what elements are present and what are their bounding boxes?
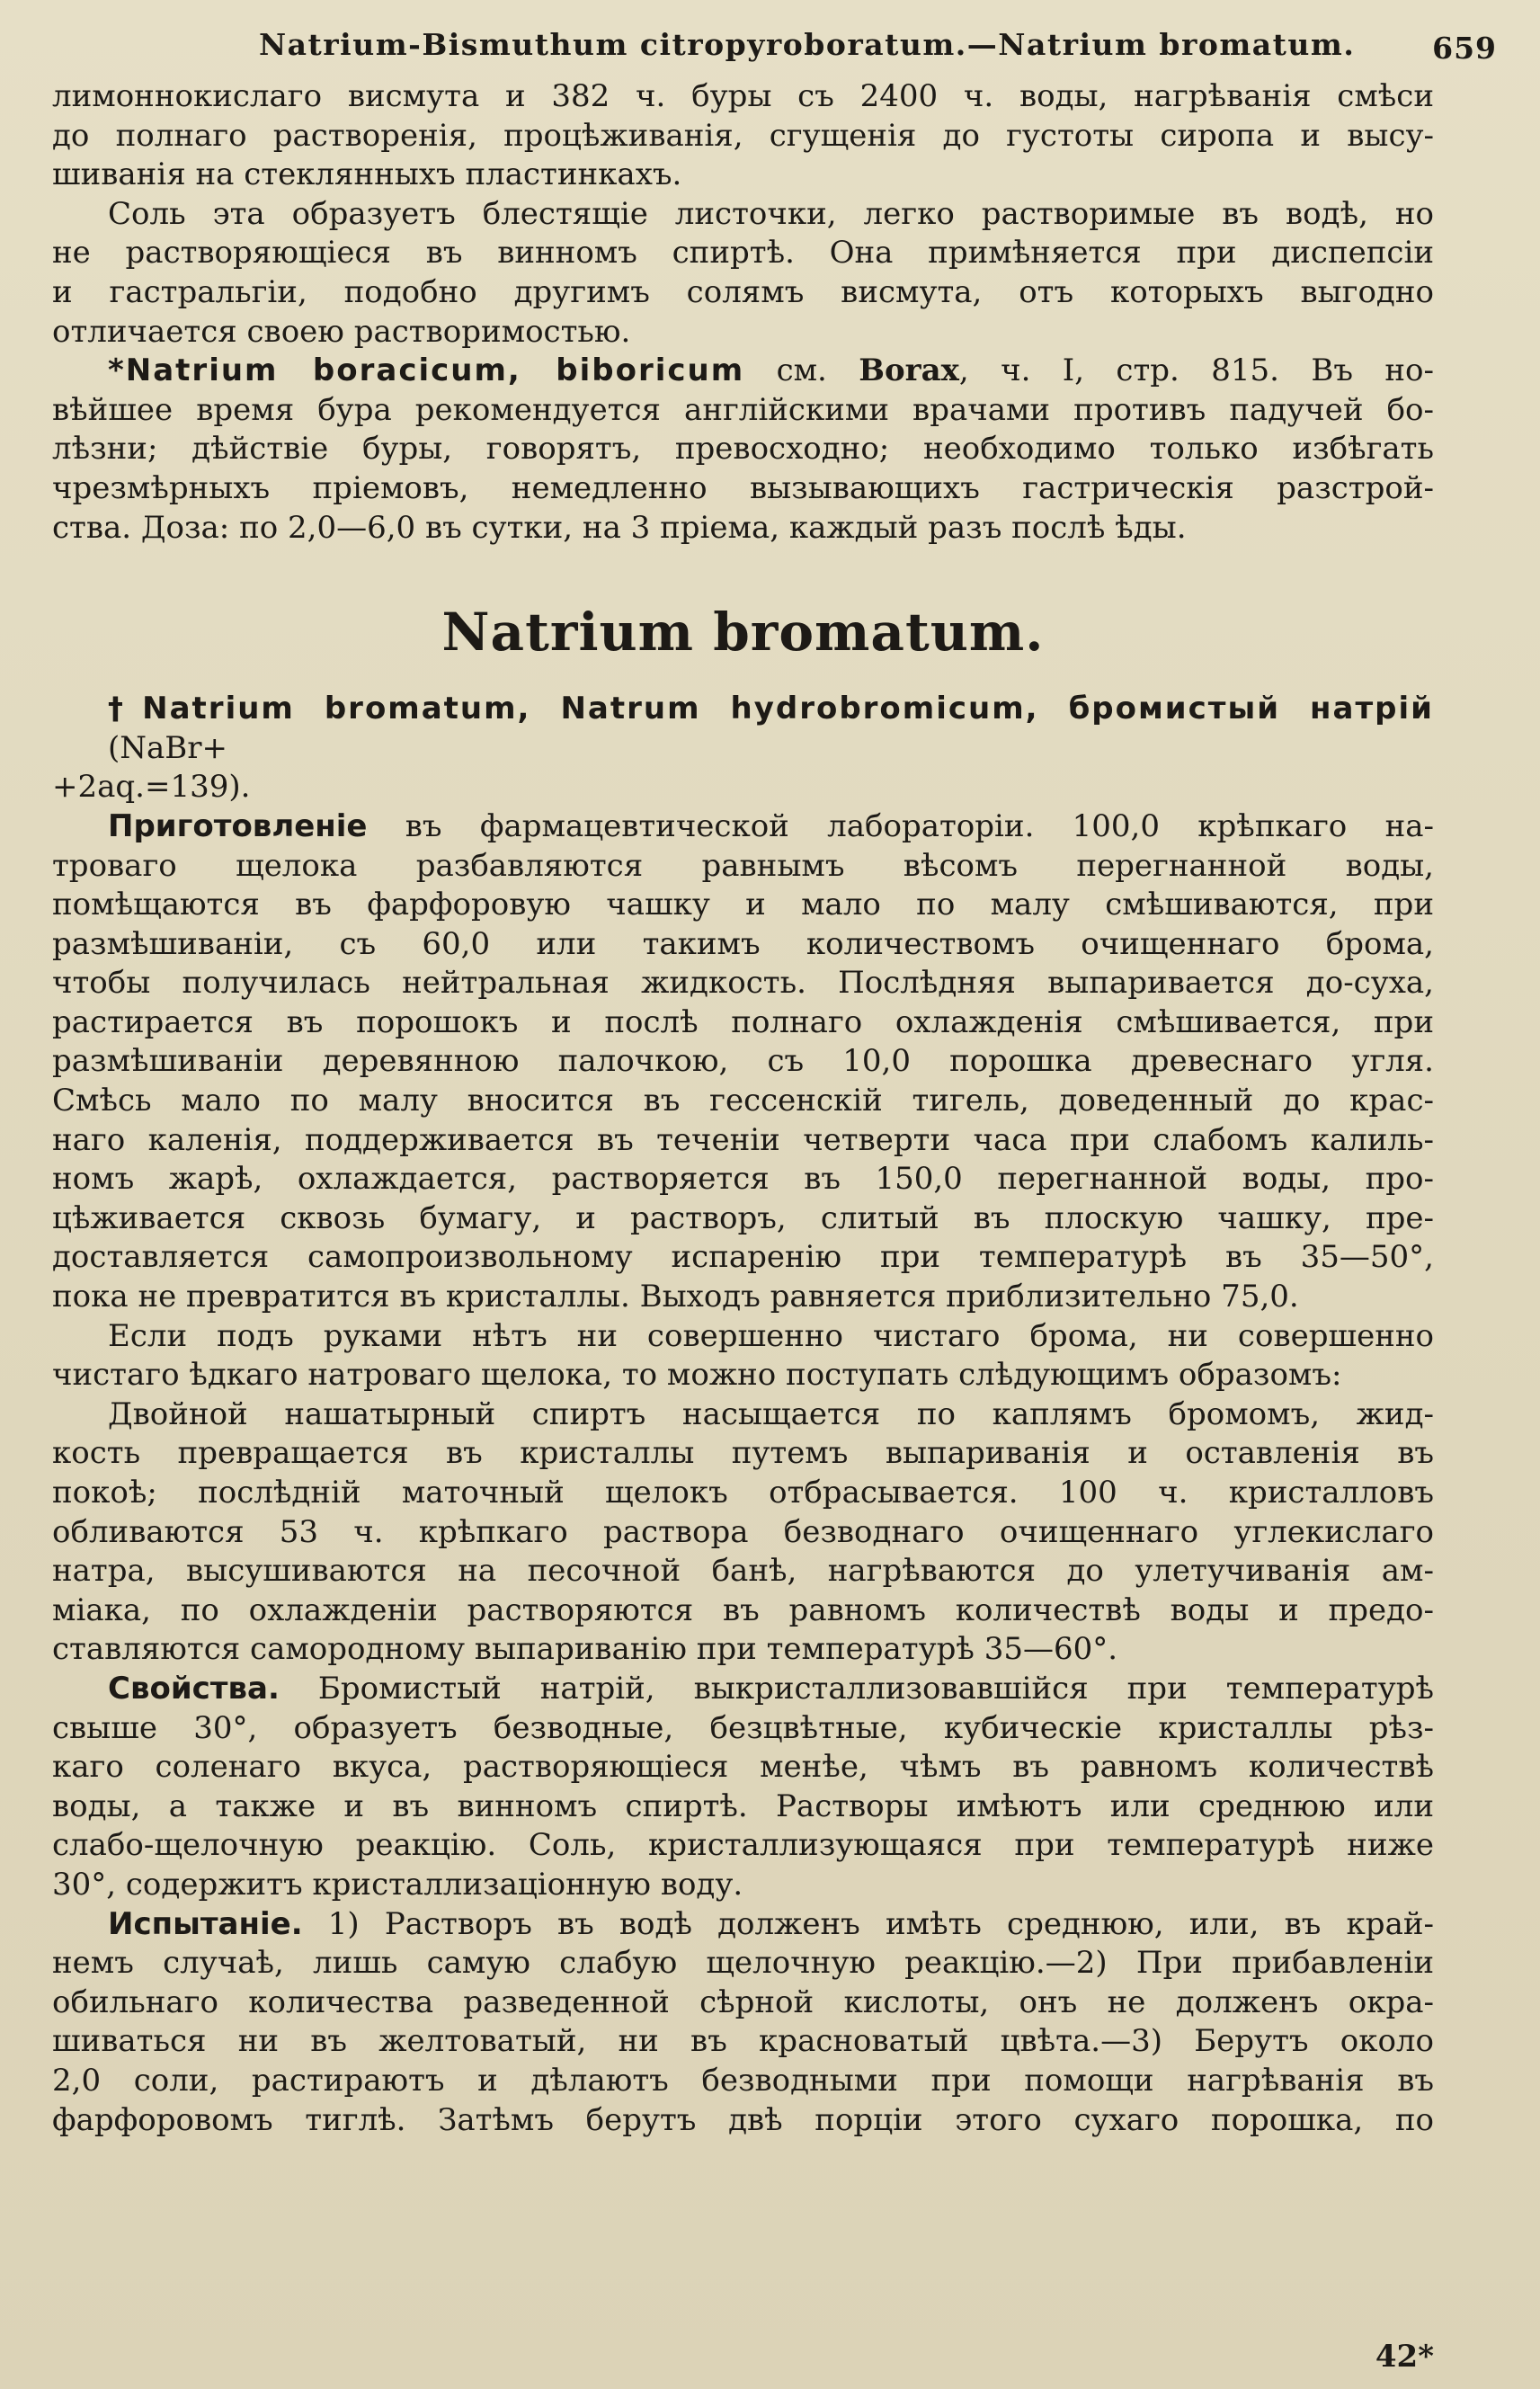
text-line: лимоннокислаго висмута и 382 ч. буры съ 2400 ч. воды, нагрѣванія смѣси xyxy=(52,78,1434,114)
text-line: размѣшиваніи, съ 60,0 или такимъ количествомъ очищеннаго брома, xyxy=(52,925,1434,962)
paragraph-properties xyxy=(52,1670,1434,1905)
text-fragment: 1) Растворъ въ водѣ долженъ имѣть среднюю, или, въ край- xyxy=(302,1905,1434,1942)
text-line xyxy=(52,807,1434,847)
text-line: кость превращается въ кристаллы путемъ выпариванія и оставленія въ xyxy=(52,1435,1434,1472)
text-line: растирается въ порошокъ и послѣ полнаго охлажденія смѣшивается, при xyxy=(52,1003,1434,1040)
text-fragment: Бромистый натрій, выкристаллизовавшійся при температурѣ xyxy=(279,1670,1434,1707)
text-line: натра, высушиваются на песочной банѣ, нагрѣваются до улетучиванія ам- xyxy=(52,1553,1434,1590)
text-line: чрезмѣрныхъ пріемовъ, немедленно вызывающихъ гастрическія разстрой- xyxy=(52,469,1434,506)
paragraph-natrium-boracicum xyxy=(52,352,1434,548)
text-line: не растворяющіеся въ винномъ спиртѣ. Она примѣняется при диспепсіи xyxy=(52,235,1434,272)
text-line: обильнаго количества разведенной сѣрной кислоты, онъ не долженъ окра- xyxy=(52,1983,1434,2020)
paragraph-alternative xyxy=(52,1317,1434,1395)
page-number: 659 xyxy=(1432,31,1497,66)
text-line xyxy=(52,1905,1434,1945)
paragraph-testing xyxy=(52,1905,1434,2141)
running-header xyxy=(52,23,1497,77)
entry-heading: *Natrium boracicum, biboricum xyxy=(108,352,745,389)
text-line: до полнаго растворенія, процѣживанія, сгущенія до густоты сиропа и высу- xyxy=(52,117,1434,154)
text-line: ставляются самородному выпариванію при температурѣ 35—60°. xyxy=(52,1631,1118,1668)
text-line: Смѣсь мало по малу вносится въ гессенскій тигель, доведенный до крас- xyxy=(52,1083,1434,1119)
text-line: размѣшиваніи деревянною палочкою, съ 10,0 порошка древеснаго угля. xyxy=(52,1043,1434,1080)
text-line: покоѣ; послѣдній маточный щелокъ отбрасывается. 100 ч. кристалловъ xyxy=(52,1475,1434,1511)
text-line: фарфоровомъ тиглѣ. Затѣмъ берутъ двѣ порціи этого сухаго порошка, по xyxy=(52,2101,1434,2138)
text-fragment: въ фармацевтической лабораторіи. 100,0 крѣпкаго на- xyxy=(367,807,1434,844)
text-line: воды, а также и въ винномъ спиртѣ. Растворы имѣютъ или среднюю или xyxy=(52,1787,1434,1824)
section-title: Natrium bromatum. xyxy=(441,602,1045,664)
text-line: помѣщаются въ фарфоровую чашку и мало по малу смѣшиваются, при xyxy=(52,887,1434,923)
text-line: номъ жарѣ, охлаждается, растворяется въ 150,0 перегнанной воды, про- xyxy=(52,1161,1434,1198)
text-line: свыше 30°, образуетъ безводные, безцвѣтные, кубическіе кристаллы рѣз- xyxy=(52,1709,1434,1746)
text-line: ства. Доза: по 2,0—6,0 въ сутки, на 3 пріема, каждый разъ послѣ ѣды. xyxy=(52,509,1187,546)
paragraph-continuation xyxy=(52,77,1434,195)
text-line: міака, по охлажденіи растворяются въ равномъ количествѣ воды и предо- xyxy=(52,1591,1434,1628)
formula-fragment: (NaBr+ xyxy=(108,729,228,766)
paragraph-preparation xyxy=(52,807,1434,1317)
text-line: шиванія на стеклянныхъ пластинкахъ. xyxy=(52,156,682,193)
header-title: Natrium-Bismuthum citropyroboratum.—Natrium bromatum. xyxy=(259,27,1356,62)
text-fragment: см. xyxy=(744,352,859,389)
paragraph-salt-properties xyxy=(52,195,1434,352)
text-line xyxy=(52,1670,1434,1709)
subheading-preparation: Приготовленіе xyxy=(108,807,368,844)
text-line: 2,0 соли, растираютъ и дѣлаютъ безводными при помощи нагрѣванія въ xyxy=(52,2062,1434,2099)
subheading-properties: Свойства. xyxy=(108,1670,280,1707)
text-line xyxy=(52,690,1434,768)
text-line: наго каленія, поддерживается въ теченіи четверти часа при слабомъ калиль- xyxy=(52,1121,1434,1158)
text-line: 30°, содержитъ кристаллизаціонную воду. xyxy=(52,1866,743,1903)
text-line: вѣйшее время бура рекомендуется англійскими врачами противъ падучей бо- xyxy=(52,391,1434,428)
text-line: чистаго ѣдкаго натроваго щелока, то можно поступать слѣдующимъ образомъ: xyxy=(52,1357,1342,1394)
text-line: отличается своею растворимостью. xyxy=(52,313,631,350)
text-line: и гастральгіи, подобно другимъ солямъ висмута, отъ которыхъ выгодно xyxy=(52,273,1434,310)
text-line: шиваться ни въ желтоватый, ни въ красноватый цвѣта.—3) Берутъ около xyxy=(52,2023,1434,2060)
text-line: лѣзни; дѣйствіе буры, говорятъ, превосходно; необходимо только избѣгать xyxy=(52,431,1434,468)
text-line: обливаются 53 ч. крѣпкаго раствора безводнаго очищеннаго углекислаго xyxy=(52,1513,1434,1550)
text-line: чтобы получилась нейтральная жидкость. Послѣдняя выпаривается до-суха, xyxy=(52,965,1434,1002)
text-line: каго соленаго вкуса, растворяющіеся менѣе, чѣмъ въ равномъ количествѣ xyxy=(52,1749,1434,1786)
text-line: доставляется самопроизвольному испаренію при температурѣ въ 35—50°, xyxy=(52,1239,1434,1276)
text-line: троваго щелока разбавляются равнымъ вѣсомъ перегнанной воды, xyxy=(52,847,1434,884)
text-line: Двойной нашатырный спиртъ насыщается по каплямъ бромомъ, жид- xyxy=(108,1395,1434,1432)
text-line: пока не превратится въ кристаллы. Выходъ равняется приблизительно 75,0. xyxy=(52,1279,1299,1315)
text-line xyxy=(52,352,1434,391)
entry-head-paragraph xyxy=(52,690,1434,807)
paragraph-alternative-method xyxy=(52,1395,1434,1670)
cross-reference: Borax xyxy=(859,352,959,389)
text-line: цѣживается сквозь бумагу, и растворъ, слитый въ плоскую чашку, пре- xyxy=(52,1199,1434,1236)
text-line: Если подъ руками нѣтъ ни совершенно чистаго брома, ни совершенно xyxy=(108,1317,1434,1354)
text-line: Соль эта образуетъ блестящіе листочки, легко растворимые въ водѣ, но xyxy=(108,195,1434,232)
subheading-testing: Испытаніе. xyxy=(108,1905,303,1942)
text-line: немъ случаѣ, лишь самую слабую щелочную реакцію.—2) При прибавленіи xyxy=(52,1945,1434,1982)
text-fragment: , ч. I, стр. 815. Въ но- xyxy=(958,352,1434,389)
text-line: слабо-щелочную реакцію. Соль, кристаллизующаяся при температурѣ ниже xyxy=(52,1827,1434,1864)
entry-heading: †Natrium bromatum, Natrum hydrobromicum, бромистый натрій xyxy=(108,691,1434,727)
signature-mark: 42* xyxy=(1375,2339,1434,2375)
text-line: +2aq.=139). xyxy=(52,769,251,806)
